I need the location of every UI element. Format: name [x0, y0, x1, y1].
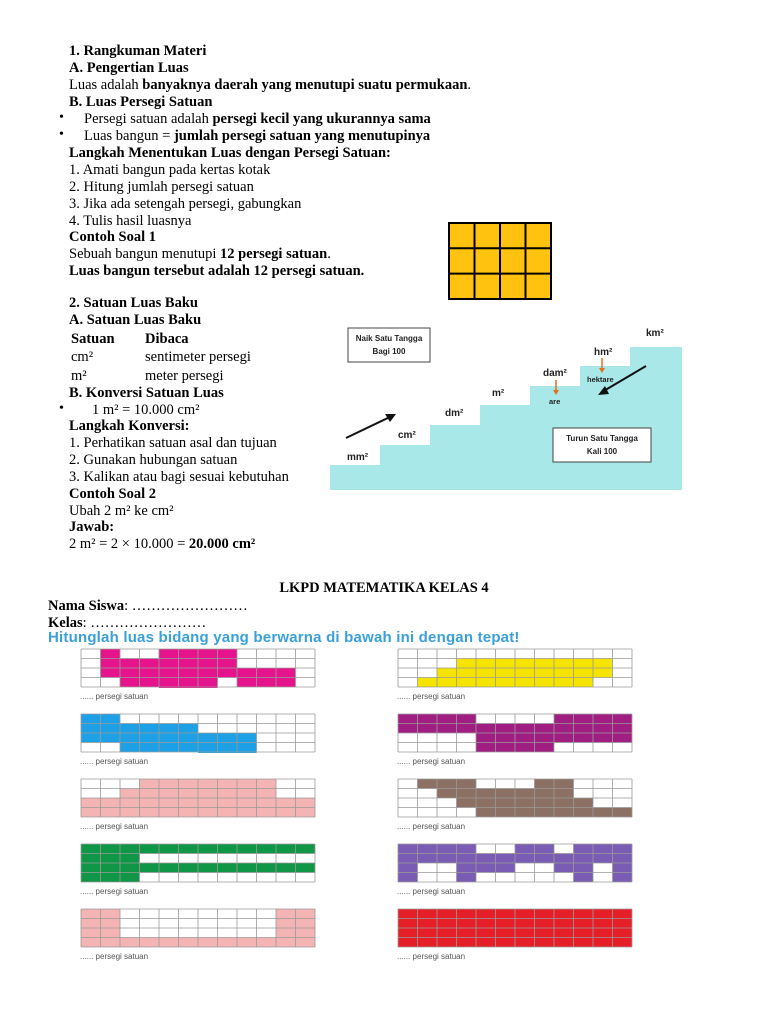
colored-cell [457, 779, 477, 808]
unit-label: m² [492, 388, 505, 399]
example2-heading: Contoh Soal 2 [69, 486, 157, 502]
section1-sub-b: B. Luas Persegi Satuan [69, 94, 213, 110]
hektare-label: hektare [587, 375, 614, 384]
colored-cell [140, 863, 160, 873]
colored-cell [257, 938, 277, 948]
colored-cell [159, 863, 179, 873]
colored-cell [120, 724, 140, 753]
colored-cell [81, 714, 101, 743]
colored-cell [476, 659, 496, 688]
colored-cell [179, 724, 199, 753]
colored-cell [476, 789, 496, 818]
colored-cell [257, 863, 277, 873]
down-box-line1: Turun Satu Tangga [566, 434, 638, 443]
bullet-persegi-satuan: Persegi satuan adalah persegi kecil yang ukurannya sama [84, 111, 431, 127]
section1-heading: 1. Rangkuman Materi [69, 43, 207, 59]
colored-cell [457, 659, 477, 688]
conversion-steps-heading: Langkah Konversi: [69, 418, 190, 434]
col-dibaca: Dibaca [145, 331, 189, 347]
answer-caption[interactable]: ...... persegi satuan [397, 757, 466, 766]
answer-caption[interactable]: ...... persegi satuan [397, 822, 466, 831]
colored-cell [593, 808, 613, 818]
colored-cell [613, 808, 633, 818]
bullet-icon: • [59, 127, 64, 142]
example2-question: Ubah 2 m² ke cm² [69, 503, 174, 519]
colored-cell [515, 789, 535, 818]
colored-cell [218, 733, 238, 753]
up-arrow-icon [346, 416, 392, 438]
colored-cell [140, 938, 160, 948]
colored-cell [554, 659, 574, 688]
colored-cell [613, 714, 633, 743]
shape-grid-10 [397, 908, 633, 948]
colored-cell [120, 938, 140, 948]
colored-cell [198, 733, 218, 753]
colored-cell [218, 844, 238, 854]
colored-cell [159, 844, 179, 854]
bullet-luas-bangun: Luas bangun = jumlah persegi satuan yang menutupinya [84, 128, 431, 144]
colored-cell [179, 863, 199, 873]
student-class-line[interactable]: Kelas: …………………… [48, 615, 207, 631]
instruction-banner: Hitunglah luas bidang yang berwarna di bawah ini dengan tepat! [48, 629, 520, 646]
colored-cell [159, 724, 179, 753]
section2-sub-a: A. Satuan Luas Baku [69, 312, 202, 328]
col-satuan: Satuan [71, 331, 115, 347]
colored-cell [140, 844, 160, 854]
colored-cell [593, 714, 613, 743]
colored-cell [198, 863, 218, 873]
answer-caption[interactable]: ...... persegi satuan [80, 887, 149, 896]
answer-caption[interactable]: ...... persegi satuan [80, 692, 149, 701]
colored-cell [198, 844, 218, 854]
answer-caption[interactable]: ...... persegi satuan [397, 887, 466, 896]
colored-cell [179, 649, 199, 688]
shape-grid-7 [80, 843, 316, 883]
colored-cell [218, 938, 238, 948]
answer-caption[interactable]: ...... persegi satuan [80, 952, 149, 961]
step-item: 2. Hitung jumlah persegi satuan [69, 179, 254, 195]
step-item: 4. Tulis hasil luasnya [69, 213, 192, 229]
example1-heading: Contoh Soal 1 [69, 229, 157, 245]
colored-cell [535, 724, 555, 753]
colored-cell [496, 789, 516, 818]
colored-cell [179, 844, 199, 854]
unit-label: mm² [347, 452, 369, 463]
colored-cell [237, 938, 257, 948]
answer-caption[interactable]: ...... persegi satuan [80, 822, 149, 831]
answer-text: 2 m² = 2 × 10.000 = 20.000 cm² [69, 536, 256, 552]
up-box-line2: Bagi 100 [372, 347, 406, 356]
read-cell: meter persegi [145, 368, 224, 384]
answer-caption[interactable]: ...... persegi satuan [397, 952, 466, 961]
colored-cell [237, 863, 257, 873]
colored-cell [159, 649, 179, 688]
unit-staircase-diagram [330, 320, 682, 490]
colored-cell [554, 714, 574, 743]
example1-text: Sebuah bangun menutupi 12 persegi satuan. [69, 246, 331, 262]
answer-caption[interactable]: ...... persegi satuan [397, 692, 466, 701]
lkpd-title: LKPD MATEMATIKA KELAS 4 [279, 580, 489, 596]
colored-cell [418, 779, 438, 789]
colored-cell [496, 659, 516, 688]
colored-cell [198, 649, 218, 688]
step-item: 3. Jika ada setengah persegi, gabungkan [69, 196, 302, 212]
colored-cell [276, 863, 296, 873]
conversion-step: 1. Perhatikan satuan asal dan tujuan [69, 435, 277, 451]
up-box-line1: Naik Satu Tangga [355, 334, 423, 343]
colored-cell [296, 863, 316, 873]
example1-answer: Luas bangun tersebut adalah 12 persegi satuan. [69, 263, 365, 279]
conversion-step: 2. Gunakan hubungan satuan [69, 452, 238, 468]
section2-sub-b: B. Konversi Satuan Luas [69, 385, 224, 401]
shape-grid-8 [397, 843, 633, 883]
colored-cell [515, 659, 535, 688]
steps-heading: Langkah Menentukan Luas dengan Persegi Satuan: [69, 145, 391, 161]
colored-cell [218, 863, 238, 873]
colored-cell [257, 844, 277, 854]
colored-cell [237, 733, 257, 753]
colored-cell [101, 714, 121, 743]
colored-cell [179, 938, 199, 948]
colored-cell [418, 678, 438, 688]
shape-grid-5 [80, 778, 316, 818]
colored-cell [574, 714, 594, 743]
colored-cell [496, 724, 516, 753]
step-item: 1. Amati bangun pada kertas kotak [69, 162, 271, 178]
shape-grid-3 [80, 713, 316, 753]
colored-cell [237, 844, 257, 854]
are-label: are [549, 397, 561, 406]
colored-cell [120, 789, 140, 818]
colored-cell [276, 844, 296, 854]
shape-grid-9 [80, 908, 316, 948]
colored-cell [218, 649, 238, 678]
unit-label: dam² [543, 368, 567, 379]
unit-label: km² [646, 328, 664, 339]
colored-cell [159, 938, 179, 948]
yellow-unit-grid [448, 222, 552, 300]
colored-cell [140, 724, 160, 753]
colored-cell [574, 659, 594, 688]
down-box-line2: Kali 100 [586, 447, 618, 456]
shape-grid-1 [80, 648, 316, 688]
section2-heading: 2. Satuan Luas Baku [69, 295, 198, 311]
shape-grid-6 [397, 778, 633, 818]
unit-cell: cm² [71, 349, 94, 365]
unit-label: cm² [398, 430, 416, 441]
colored-cell [120, 659, 140, 688]
staircase-shape [330, 347, 682, 490]
colored-cell [535, 659, 555, 688]
bullet-icon: • [59, 401, 64, 416]
bullet-icon: • [59, 110, 64, 125]
conversion-step: 3. Kalikan atau bagi sesuai kebutuhan [69, 469, 289, 485]
unit-label: dm² [445, 408, 464, 419]
unit-label: hm² [594, 347, 613, 358]
answer-caption[interactable]: ...... persegi satuan [80, 757, 149, 766]
shape-grid-4 [397, 713, 633, 753]
colored-cell [140, 659, 160, 688]
colored-cell [296, 844, 316, 854]
read-cell: sentimeter persegi [145, 349, 251, 365]
conversion-bullet: 1 m² = 10.000 cm² [92, 402, 200, 418]
answer-label: Jawab: [69, 519, 115, 535]
colored-cell [198, 938, 218, 948]
unit-cell: m² [71, 368, 87, 384]
definition-text: Luas adalah banyaknya daerah yang menutupi suatu permukaan. [69, 77, 472, 93]
colored-cell [476, 724, 496, 753]
shape-grid-2 [397, 648, 633, 688]
student-name-line[interactable]: Nama Siswa: …………………… [48, 598, 248, 614]
section1-sub-a: A. Pengertian Luas [69, 60, 189, 76]
colored-cell [515, 724, 535, 753]
